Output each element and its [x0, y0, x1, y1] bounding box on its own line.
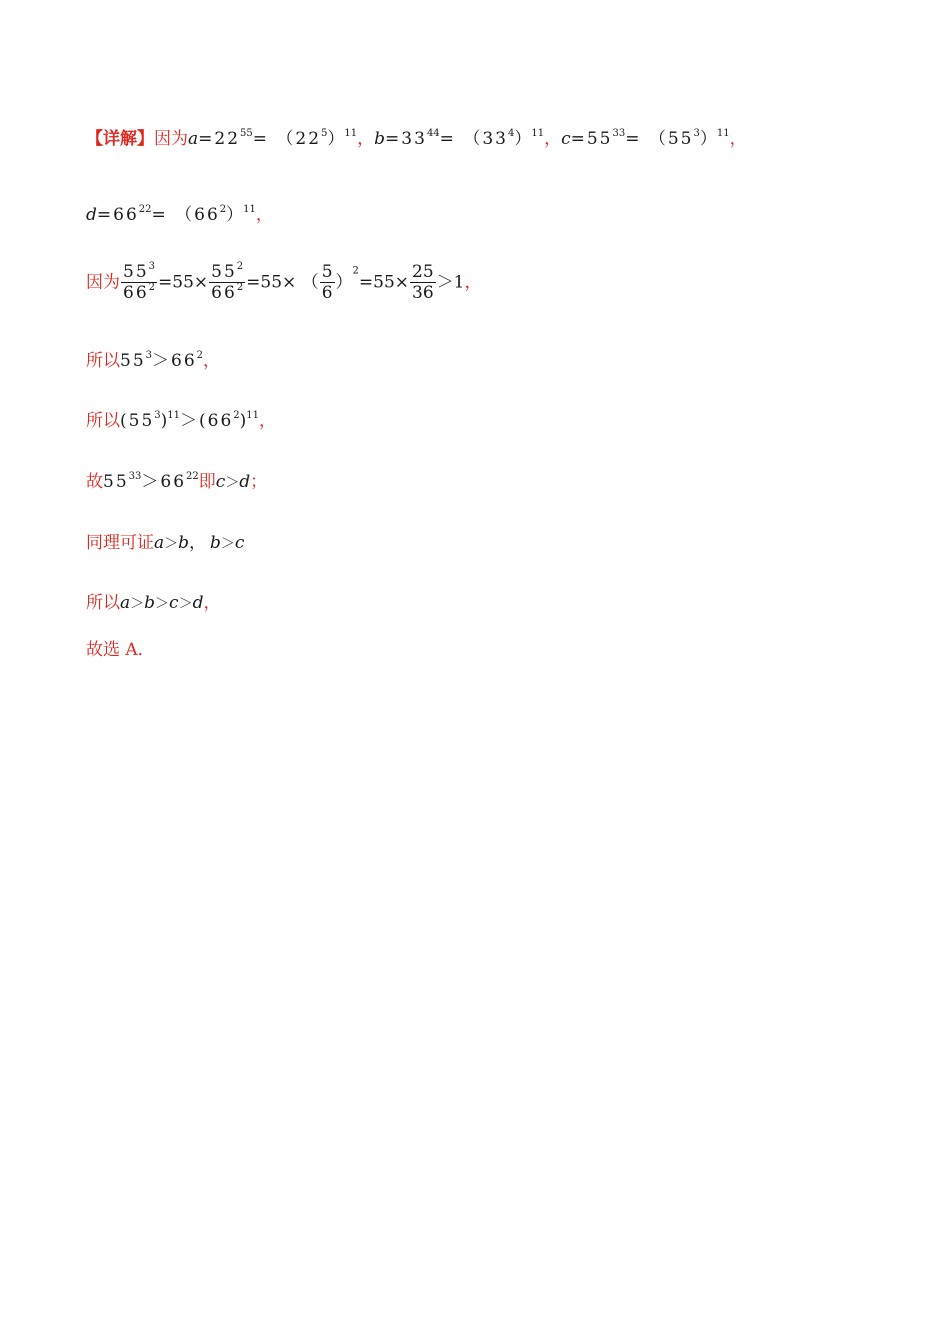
- solution-line-8: 所以a＞b＞c＞d，: [86, 593, 221, 613]
- solution-line-4: 所以$55^3>66^2$，: [86, 350, 221, 371]
- because-text: 因为: [154, 129, 188, 149]
- var-d: d: [86, 205, 97, 225]
- var-c: c: [561, 129, 571, 149]
- fraction-4: $\frac{25}{36}$: [412, 262, 434, 304]
- solution-line-7: 同理可证a＞b， b＞c: [86, 533, 245, 553]
- fraction-2: $\frac{55^2}{66^2}$: [211, 261, 244, 304]
- detail-label: 【详解】: [86, 129, 154, 149]
- solution-line-3: 因为 $\frac{55^3}{66^2}$ =55× $\frac{55^2}{66^2}$ =55× （ $\frac{5}{6}$ ）$^2$=55× $\frac{25}{36}$ ＞1，: [86, 261, 482, 304]
- solution-line-2: $d=66^{22}= (66^2)^{11}$，: [86, 204, 273, 225]
- because-text: 因为: [86, 272, 120, 293]
- solution-line-6: 故$55^{33}>66^{22}$即c＞d；: [86, 471, 268, 492]
- final-answer: 故选 A．: [86, 640, 155, 660]
- fraction-3: $\frac{5}{6}$: [321, 262, 333, 304]
- var-a: a: [188, 129, 199, 149]
- solution-line-5: 所以$(55^3)^{11}>(66^2)^{11}$，: [86, 410, 277, 431]
- solution-line-9: [86, 642, 155, 659]
- var-b: b: [374, 129, 386, 149]
- solution-line-1: 【详解】因为$a=22^{55}= (22^5)^{11}$，$b=33^{44}= (33^4)^{11}$，$c=55^{33}= (55^3)^{11}$，: [86, 128, 747, 149]
- fraction-1: $\frac{55^3}{66^2}$: [123, 261, 156, 304]
